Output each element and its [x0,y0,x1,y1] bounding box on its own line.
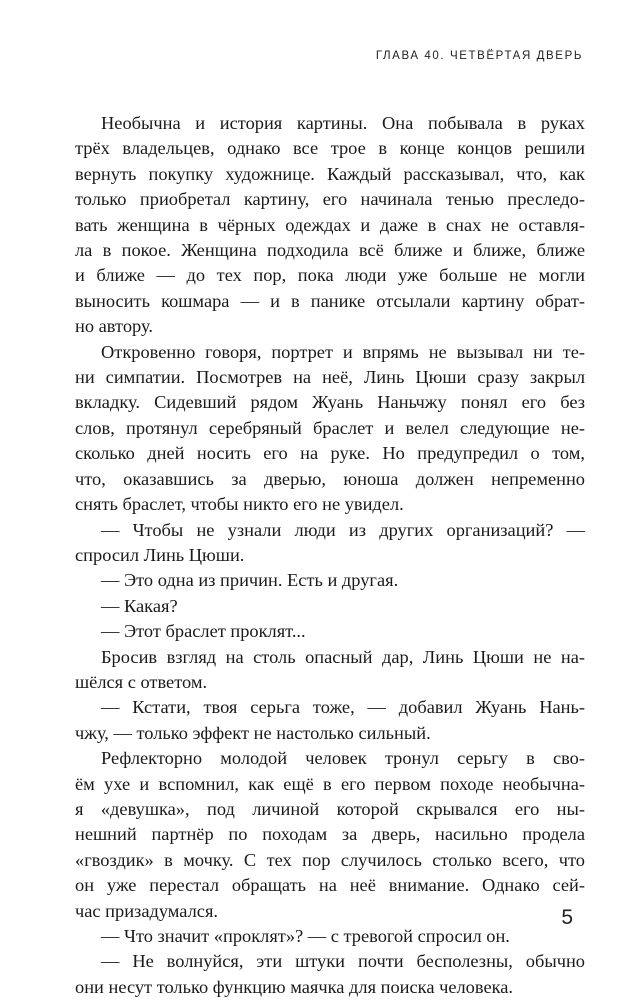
text-line: нешний партнёр по походам за дверь, насильно продела [75,824,585,845]
text-line: чжу, — только эффект не настолько сильный. [75,722,431,743]
text-line: вернуть покупку художнице. Каждый рассказывал, что, как [75,163,585,184]
text-line: — Это одна из причин. Есть и другая. [101,570,399,591]
text-line: снять браслет, чтобы никто его не увидел. [75,494,404,515]
text-line: «гвоздик» в мочку. С тех пор случилось столько всего, что [75,849,585,870]
text-line: вкладку. Сидевший рядом Жуань Наньчжу понял его без [75,392,585,413]
text-line: они несут только функцию маячка для поиска человека. [75,976,514,997]
text-line: Откровенно говоря, портрет и впрямь не вызывал ни те- [101,341,585,362]
text-line: Рефлекторно молодой человек тронул серьгу в сво- [101,748,585,769]
text-line: что, оказавшись за дверью, юноша должен непременно [75,468,585,489]
text-line: я «девушка», под личиной которой скрывался его ны- [75,798,585,819]
text-line: ём ухе и вспомнил, как ещё в его первом походе необычна- [75,773,585,794]
text-line: Бросив взгляд на столь опасный дар, Линь Цюши не на- [101,646,585,667]
text-line: — Чтобы не узнали люди из других организаций? — [101,519,585,540]
text-line: Необычна и история картины. Она побывала в руках [101,113,585,133]
running-header: ГЛАВА 40. ЧЕТВЁРТАЯ ДВЕРЬ [375,50,583,62]
text-line: — Что значит «проклят»? — с тревогой спросил он. [101,926,510,946]
text-line: ла в покое. Женщина подходила всё ближе и ближе, ближе [75,240,585,261]
text-line: час призадумался. [75,900,219,921]
text-line: вать женщина в чёрных одеждах и даже в снах не оставля- [75,214,585,235]
text-line: спросил Линь Цюши. [75,544,245,565]
text-line: только приобретал картину, его начинала тенью преследо- [75,189,585,210]
text-line: ни симпатии. Посмотрев на неё, Линь Цюши сразу закрыл [75,367,585,388]
text-line: он уже перестал обращать на неё внимание. Однако сей- [75,875,585,896]
text-line: выносить кошмара — и в панике отсылали картину обрат- [75,290,585,311]
text-line: и ближе — до тех пор, пока люди уже больше не могли [75,265,585,286]
text-line: шёлся с ответом. [75,671,208,692]
text-line: но автору. [75,316,153,337]
text-line: — Кстати, твоя серьга тоже, — добавил Жуань Нань- [101,697,585,718]
body-text [75,111,585,1000]
text-line: — Этот браслет проклят... [101,621,306,642]
text-line: трёх владельцев, однако все трое в конце концов решили [75,138,585,159]
text-line: — Какая? [101,595,178,616]
page-number: 5 [561,906,573,929]
text-line: сколько дней носить его на руке. Но предупредил о том, [75,443,585,464]
text-line: слов, протянул серебряный браслет и велел следующие не- [75,417,585,438]
text-line: — Не волнуйся, эти штуки почти бесполезны, обычно [101,951,585,972]
